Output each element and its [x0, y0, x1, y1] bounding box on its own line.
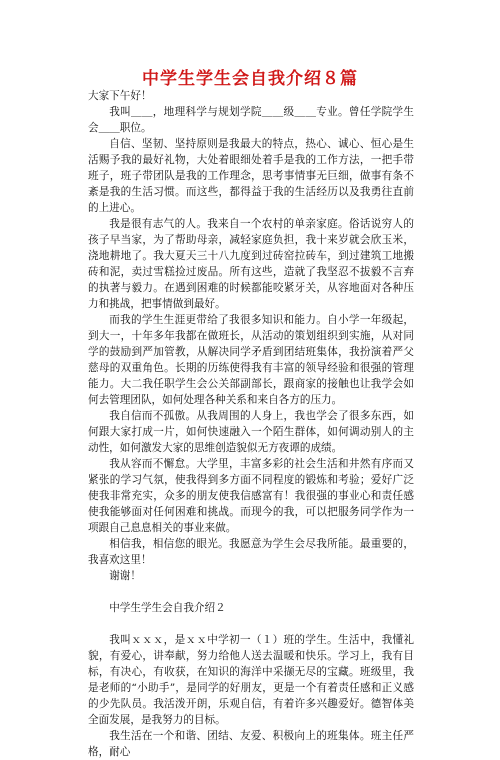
intro-paragraph: 我叫＿＿，地理科学与规划学院＿＿级＿＿专业。曾任学院学生会＿＿职位。 [88, 106, 414, 134]
body-paragraph: 我从容而不懈怠。大学里，丰富多彩的社会生活和井然有序而又紧张的学习气氛，使我得到多方面不同程度的锻炼和考验；爱好广泛使我非常充实，众多的朋友使我信感富有！我很强的事业心和责任感使我能够面对任何困难和挑战。而现今的我，可以把服务同学作为一项跟自己息息相关的事业来做。 [88, 458, 414, 534]
document-title: 中学生学生会自我介绍８篇 [142, 69, 358, 89]
body-paragraph: 自信、坚韧、坚持原则是我最大的特点，热心、诚心、恒心是生活赐予我的最好礼物，大处着眼细处着手是我的工作方法，一把手带班子，班子带团队是我的工作理念，思考事情事无巨细，做事有条不紊是我的生活习惯。而这些，都得益于我的生活经历以及我勇往直前的上进心。 [88, 138, 414, 214]
body-paragraph: 我叫ｘｘｘ，是ｘｘ中学初一（１）班的学生。生活中，我懂礼貌，有爱心，讲奉献，努力给他人送去温暖和快乐。学习上，我有目标，有决心，有收获，在知识的海洋中采撷无尽的宝藏。班级里，我是老师的“小助手”，是同学的好朋友，更是一个有着责任感和正义感的少先队员。我活泼开朗，乐观自信，有着许多兴趣爱好。德智体美全面发展，是我努力的目标。 [88, 634, 414, 726]
document-body [88, 88, 414, 760]
body-paragraph: 而我的学生生涯更带给了我很多知识和能力。自小学一年级起，到大一，十年多年我都在做班长，从活动的策划组织到实施，从对同学的鼓励到严加管教，从解决同学矛盾到团结班集体，我扮演着严父慈母的双重角色。长期的历练使得我有丰富的领导经验和很强的管理能力。大二我任职学生会公关部副部长，跟商家的接触也让我学会如何去管理团队，如何处理各种关系和来自各方的压力。 [88, 314, 414, 406]
thanks-paragraph: 谢谢！ [109, 570, 141, 582]
body-paragraph: 我是很有志气的人。我来自一个农村的单亲家庭。俗话说穷人的孩子早当家，为了帮助母亲，减轻家庭负担，我十来岁就会欣玉米，浇地耕地了。我大夏天三十八九度到过砖窑拉砖车，到过建筑工地搬砖和泥，卖过雪糕捡过废品。所有这些，造就了我坚忍不拔毅不言弃的执著与毅力。在遇到困难的时候都能咬紧牙关，从容地面对各种压力和挑战，把事情做到最好。 [88, 218, 414, 310]
section-heading: 中学生学生会自我介绍２ [109, 602, 226, 614]
body-paragraph: 我生活在一个和谐、团结、友爱、积极向上的班集体。班主任严格，耐心 [88, 730, 414, 758]
greeting-paragraph: 大家下午好！ [88, 90, 152, 102]
body-paragraph: 我自信而不孤傲。从我周围的人身上，我也学会了很多东西，如何跟大家打成一片，如何快速融入一个陌生群体，如何调动别人的主动性，如何激发大家的思维创造貌似无方夜谭的成绩。 [88, 410, 414, 454]
body-paragraph: 相信我，相信您的眼光。我愿意为学生会尽我所能。最重要的，我喜欢这里！ [88, 538, 414, 566]
